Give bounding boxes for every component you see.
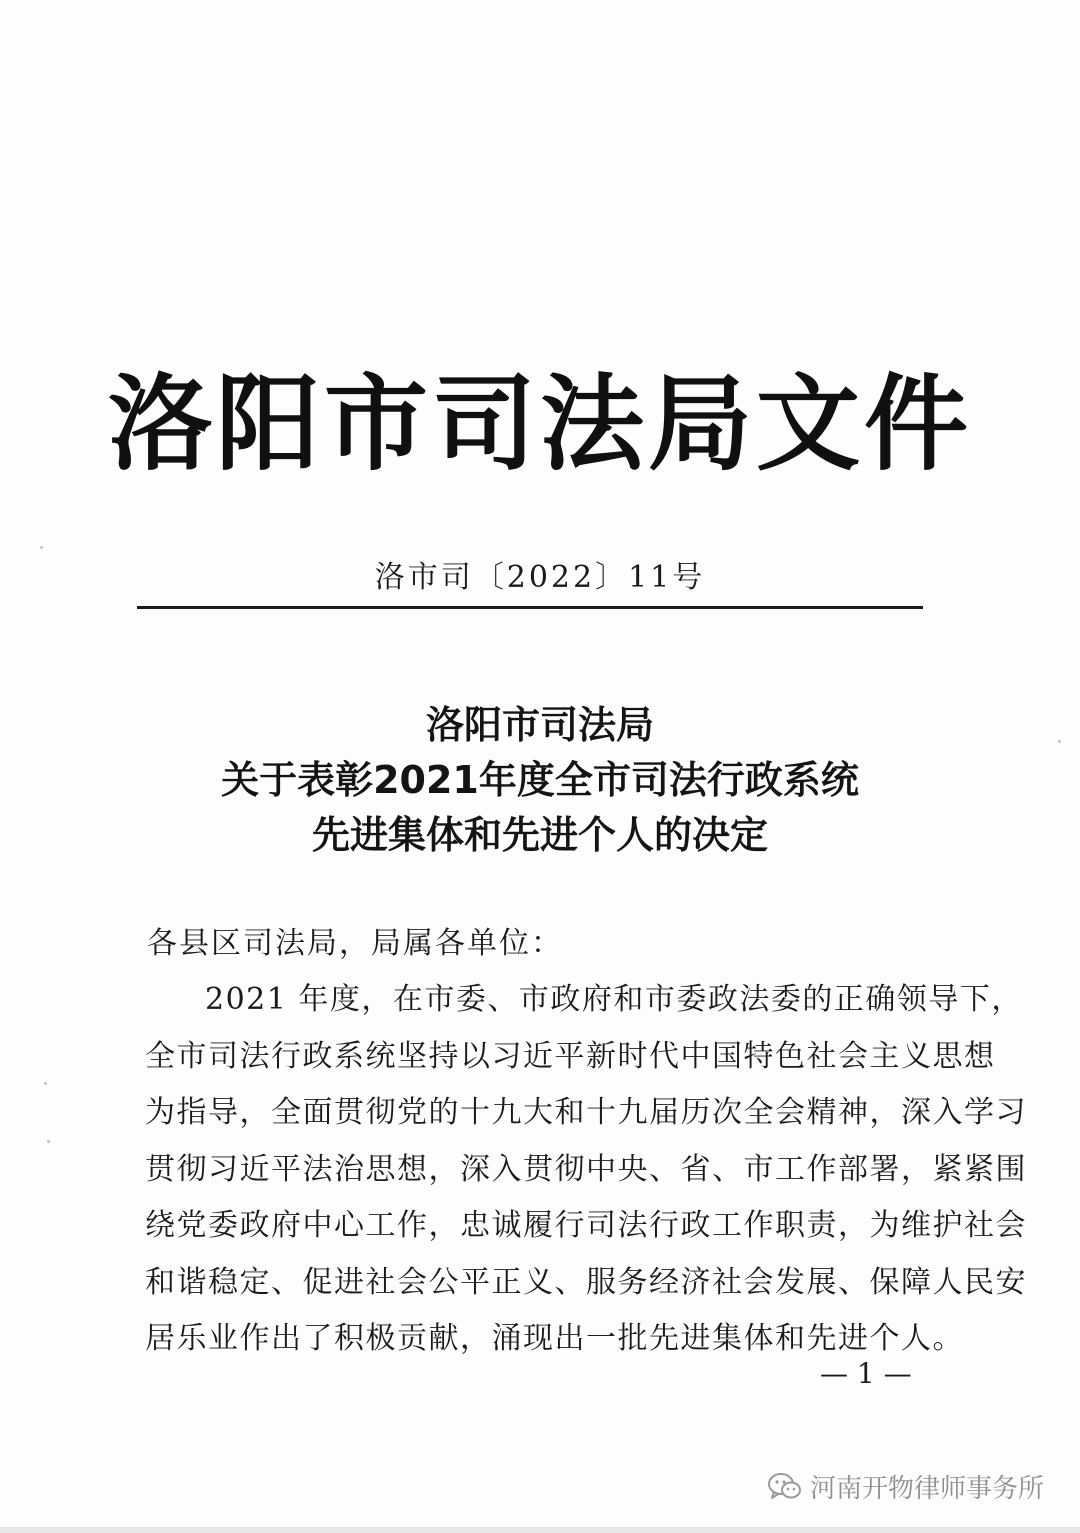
decision-title-line: 先进集体和先进个人的决定	[311, 813, 768, 857]
page-number: — 1 —	[820, 1357, 912, 1390]
decision-title-line: 关于表彰2021年度全市司法行政系统	[221, 758, 859, 802]
body-line: 贯彻习近平法治思想，深入贯彻中央、省、市工作部署，紧紧围	[145, 1151, 1027, 1187]
document-number: 洛市司〔2022〕11号	[374, 560, 706, 595]
scan-speck	[40, 546, 43, 549]
watermark-text: 河南开物律师事务所	[809, 1474, 1044, 1504]
document-header-title: 洛阳市司法局文件	[107, 363, 972, 485]
body-paragraph	[145, 972, 1027, 1368]
scan-speck	[47, 1140, 50, 1143]
scan-speck	[44, 1082, 47, 1085]
decision-title	[0, 698, 1080, 863]
body-line: 和谐稳定、促进社会公平正义、服务经济社会发展、保障人民安	[145, 1264, 1027, 1300]
body-line: 全市司法行政系统坚持以习近平新时代中国特色社会主义思想	[145, 1038, 996, 1074]
body-line: 2021 年度，在市委、市政府和市委政法委的正确领导下，	[205, 982, 1023, 1017]
wechat-icon	[768, 1472, 802, 1502]
watermark	[768, 1468, 1044, 1505]
body-line: 绕党委政府中心工作，忠诚履行司法行政工作职责，为维护社会	[145, 1208, 1027, 1243]
decision-title-line: 洛阳市司法局	[425, 703, 654, 747]
body-line: 为指导，全面贯彻党的十九大和十九届历次全会精神，深入学习	[145, 1095, 1027, 1130]
body-line: 居乐业作出了积极贡献，涌现出一批先进集体和先进个人。	[145, 1321, 964, 1356]
bottom-edge	[0, 1527, 1080, 1533]
addressee: 各县区司法局，局属各单位：	[147, 926, 563, 961]
header-divider	[137, 606, 923, 609]
